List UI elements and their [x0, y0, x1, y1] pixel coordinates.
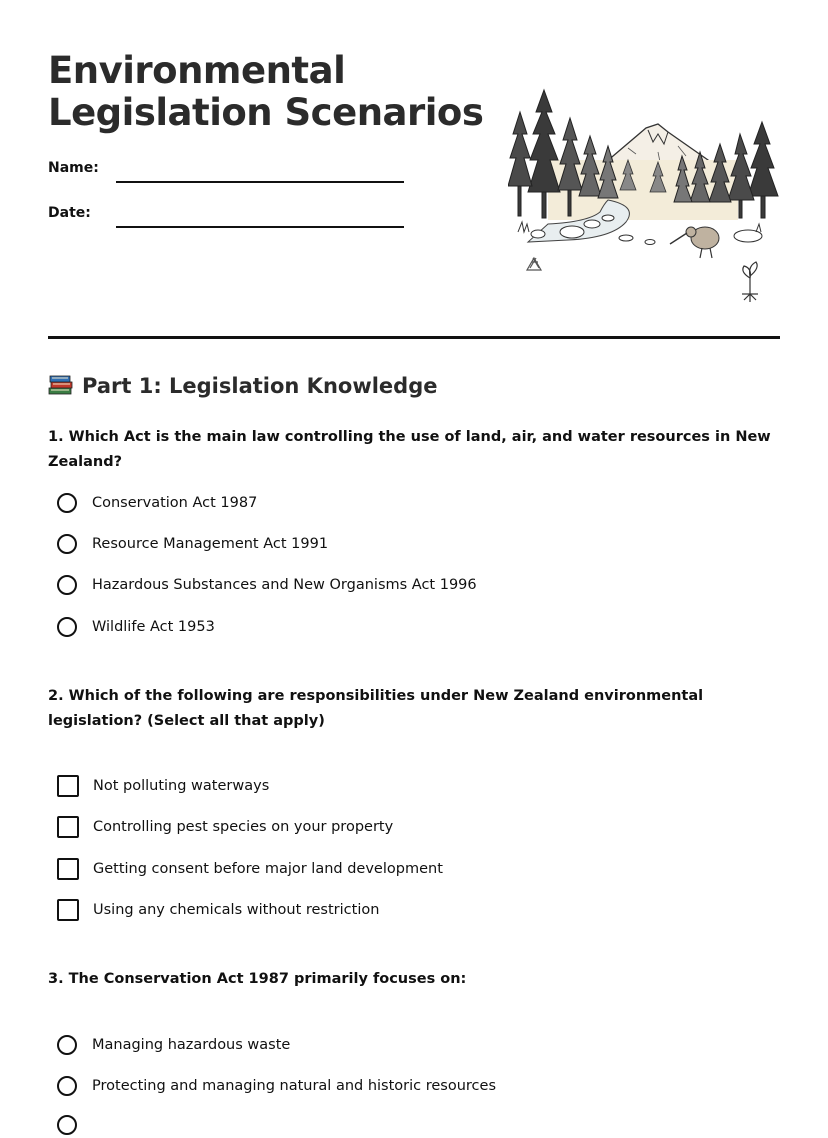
- header-divider: [48, 336, 780, 339]
- radio-button[interactable]: [57, 1076, 77, 1096]
- section-title-text: Part 1: Legislation Knowledge: [82, 374, 438, 398]
- name-label: Name:: [48, 160, 99, 176]
- q2-option-1[interactable]: [57, 773, 757, 799]
- name-field[interactable]: [116, 181, 404, 183]
- radio-button[interactable]: [57, 534, 77, 554]
- title-line-1: Environmental: [48, 49, 346, 92]
- q2-option-3[interactable]: [57, 856, 757, 882]
- radio-button[interactable]: [57, 1115, 77, 1135]
- checkbox[interactable]: [57, 858, 79, 880]
- checkbox[interactable]: [57, 775, 79, 797]
- q2-option-4[interactable]: [57, 897, 757, 923]
- seedling-icon: [742, 262, 758, 302]
- forest-illustration: [508, 82, 784, 304]
- radio-button[interactable]: [57, 575, 77, 595]
- books-icon: [48, 374, 74, 401]
- q1-option-2[interactable]: [57, 531, 757, 557]
- option-label: Conservation Act 1987: [92, 495, 258, 511]
- q1-option-4[interactable]: [57, 614, 757, 640]
- page-title: [48, 50, 483, 134]
- title-line-2: Legislation Scenarios: [48, 91, 484, 134]
- checkbox[interactable]: [57, 816, 79, 838]
- q2-option-2[interactable]: [57, 814, 757, 840]
- option-label: Using any chemicals without restriction: [93, 902, 380, 918]
- option-label: Getting consent before major land development: [93, 861, 443, 877]
- question-3: 3. The Conservation Act 1987 primarily focuses on:: [48, 971, 467, 987]
- question-1: 1. Which Act is the main law controlling the use of land, air, and water resources in New Zealand?: [48, 429, 771, 470]
- section-title-part1: [48, 374, 437, 401]
- radio-button[interactable]: [57, 493, 77, 513]
- q3-option-3-partial[interactable]: [57, 1112, 757, 1138]
- option-label: Resource Management Act 1991: [92, 536, 329, 552]
- option-label: Wildlife Act 1953: [92, 619, 215, 635]
- recycle-icon: [527, 258, 541, 270]
- radio-button[interactable]: [57, 617, 77, 637]
- option-label: Protecting and managing natural and historic resources: [92, 1078, 497, 1094]
- option-label: Hazardous Substances and New Organisms Act 1996: [92, 577, 477, 593]
- option-label: Not polluting waterways: [93, 778, 270, 794]
- radio-button[interactable]: [57, 1035, 77, 1055]
- option-label: Managing hazardous waste: [92, 1037, 291, 1053]
- q1-option-3[interactable]: [57, 572, 757, 598]
- date-field[interactable]: [116, 226, 404, 228]
- kiwi-icon: [670, 227, 719, 258]
- q3-option-2[interactable]: [57, 1073, 757, 1099]
- option-label: Controlling pest species on your property: [93, 819, 394, 835]
- checkbox[interactable]: [57, 899, 79, 921]
- q3-option-1[interactable]: [57, 1032, 757, 1058]
- date-label: Date:: [48, 205, 91, 221]
- q1-option-1[interactable]: [57, 490, 757, 516]
- question-2: 2. Which of the following are responsibilities under New Zealand environmental legislation? (Select all that apply): [48, 688, 704, 729]
